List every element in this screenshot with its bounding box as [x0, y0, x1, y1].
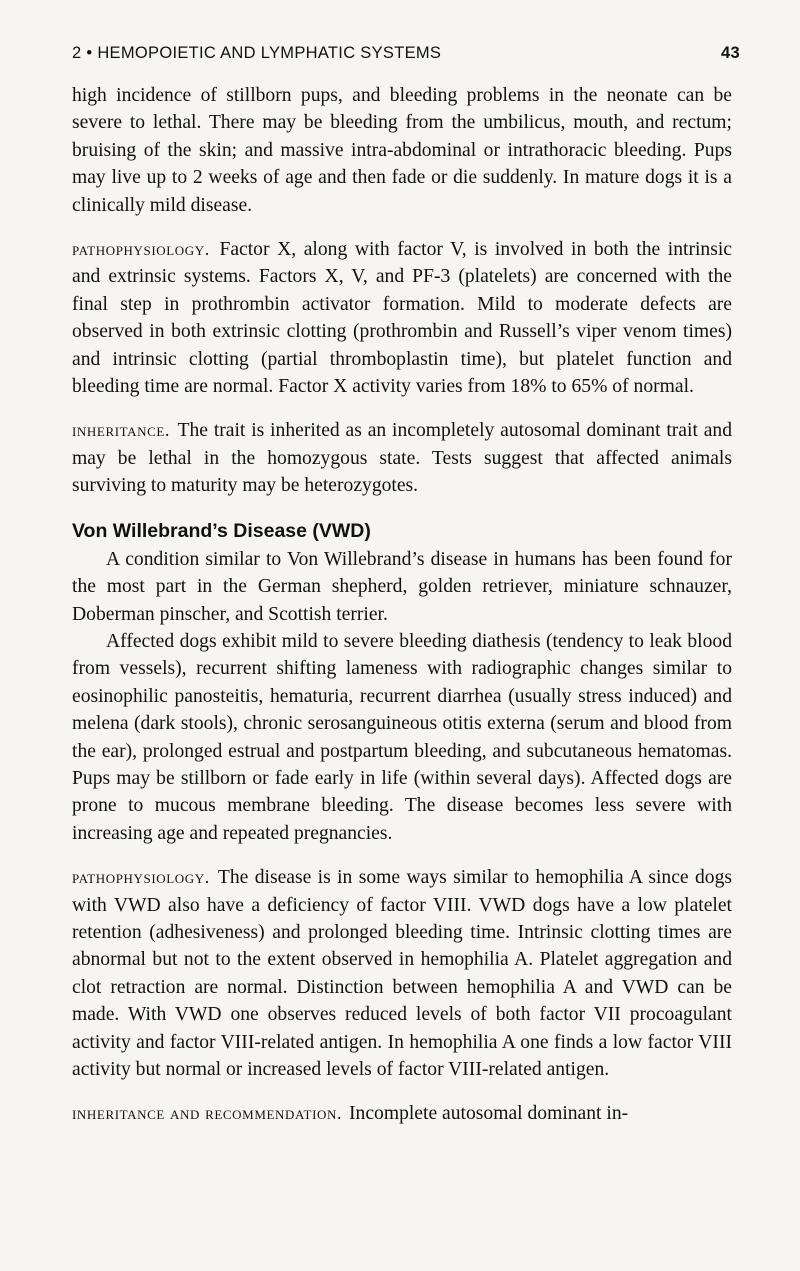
- page-body: [72, 82, 732, 1128]
- paragraph-1: [72, 82, 732, 219]
- run-in-heading-pathophysiology-2: pathophysiology.: [72, 867, 210, 888]
- paragraph-7: [72, 1100, 732, 1127]
- section-heading-vwd: Von Willebrand’s Disease (VWD): [72, 519, 371, 542]
- paragraph-3: [72, 417, 732, 499]
- paragraph-5-text: Affected dogs exhibit mild to severe bleeding diathesis (tendency to leak blood from vessels), recurrent shifting lameness with radiographic changes similar to eosinophilic panosteitis, hematuria, recurrent diarrhea (usually stress induced) and melena (dark stools), chronic serosanguineous otitis externa (serum and blood from the ear), prolonged estrual and postpartum bleeding, and subcutaneous hematomas. Pups may be stillborn or fade early in life (within several days). Affected dogs are prone to mucous membrane bleeding. The disease becomes less severe with increasing age and repeated pregnancies.: [72, 630, 732, 844]
- paragraph-2-text: Factor X, along with factor V, is involved in both the intrinsic and extrinsic systems. Factors X, V, and PF-3 (platelets) are concerned with the final step in prothrombin activator formation. Mild to moderate defects are observed in both extrinsic clotting (prothrombin and Russell’s viper venom times) and intrinsic clotting (partial thromboplastin time), but platelet function and bleeding time are normal. Factor X activity varies from 18% to 65% of normal.: [72, 239, 732, 398]
- running-header: [72, 44, 740, 63]
- run-in-heading-inheritance-recommendation: inheritance and recommendation.: [72, 1103, 343, 1124]
- run-in-heading-pathophysiology-1: pathophysiology.: [72, 239, 210, 260]
- paragraph-2: [72, 236, 732, 400]
- paragraph-4: [72, 546, 732, 628]
- paragraph-1-text: high incidence of stillborn pups, and bleeding problems in the neonate can be severe to lethal. There may be bleeding from the umbilicus, mouth, and rectum; bruising of the skin; and massive intra-abdominal or intrathoracic bleeding. Pups may live up to 2 weeks of age and then fade or die suddenly. In mature dogs it is a clinically mild disease.: [72, 85, 732, 216]
- page-number: 43: [721, 44, 740, 62]
- paragraph-5: [72, 628, 732, 847]
- run-in-heading-inheritance: inheritance.: [72, 420, 171, 441]
- paragraph-6: [72, 864, 732, 1083]
- chapter-title: 2 • HEMOPOIETIC AND LYMPHATIC SYSTEMS: [72, 44, 442, 62]
- paragraph-7-text: Incomplete autosomal dominant in-: [349, 1103, 629, 1125]
- paragraph-3-text: The trait is inherited as an incompletely autosomal dominant trait and may be lethal in the homozygous state. Tests suggest that affected animals surviving to maturity may be heterozygotes.: [72, 420, 733, 497]
- paragraph-4-text: A condition similar to Von Willebrand’s disease in humans has been found for the most part in the German shepherd, golden retriever, miniature schnauzer, Doberman pinscher, and Scottish terrier.: [72, 548, 732, 625]
- paragraph-6-text: The disease is in some ways similar to hemophilia A since dogs with VWD also have a deficiency of factor VIII. VWD dogs have a low platelet retention (adhesiveness) and prolonged bleeding time. Intrinsic clotting times are abnormal but not to the extent observed in hemophilia A. Platelet aggregation and clot retraction are normal. Distinction between hemophilia A and VWD can be made. With VWD one observes reduced levels of both factor VII procoagulant activity and factor VIII-related antigen. In hemophilia A one finds a low factor VIII activity but normal or increased levels of factor VIII-related antigen.: [72, 867, 732, 1080]
